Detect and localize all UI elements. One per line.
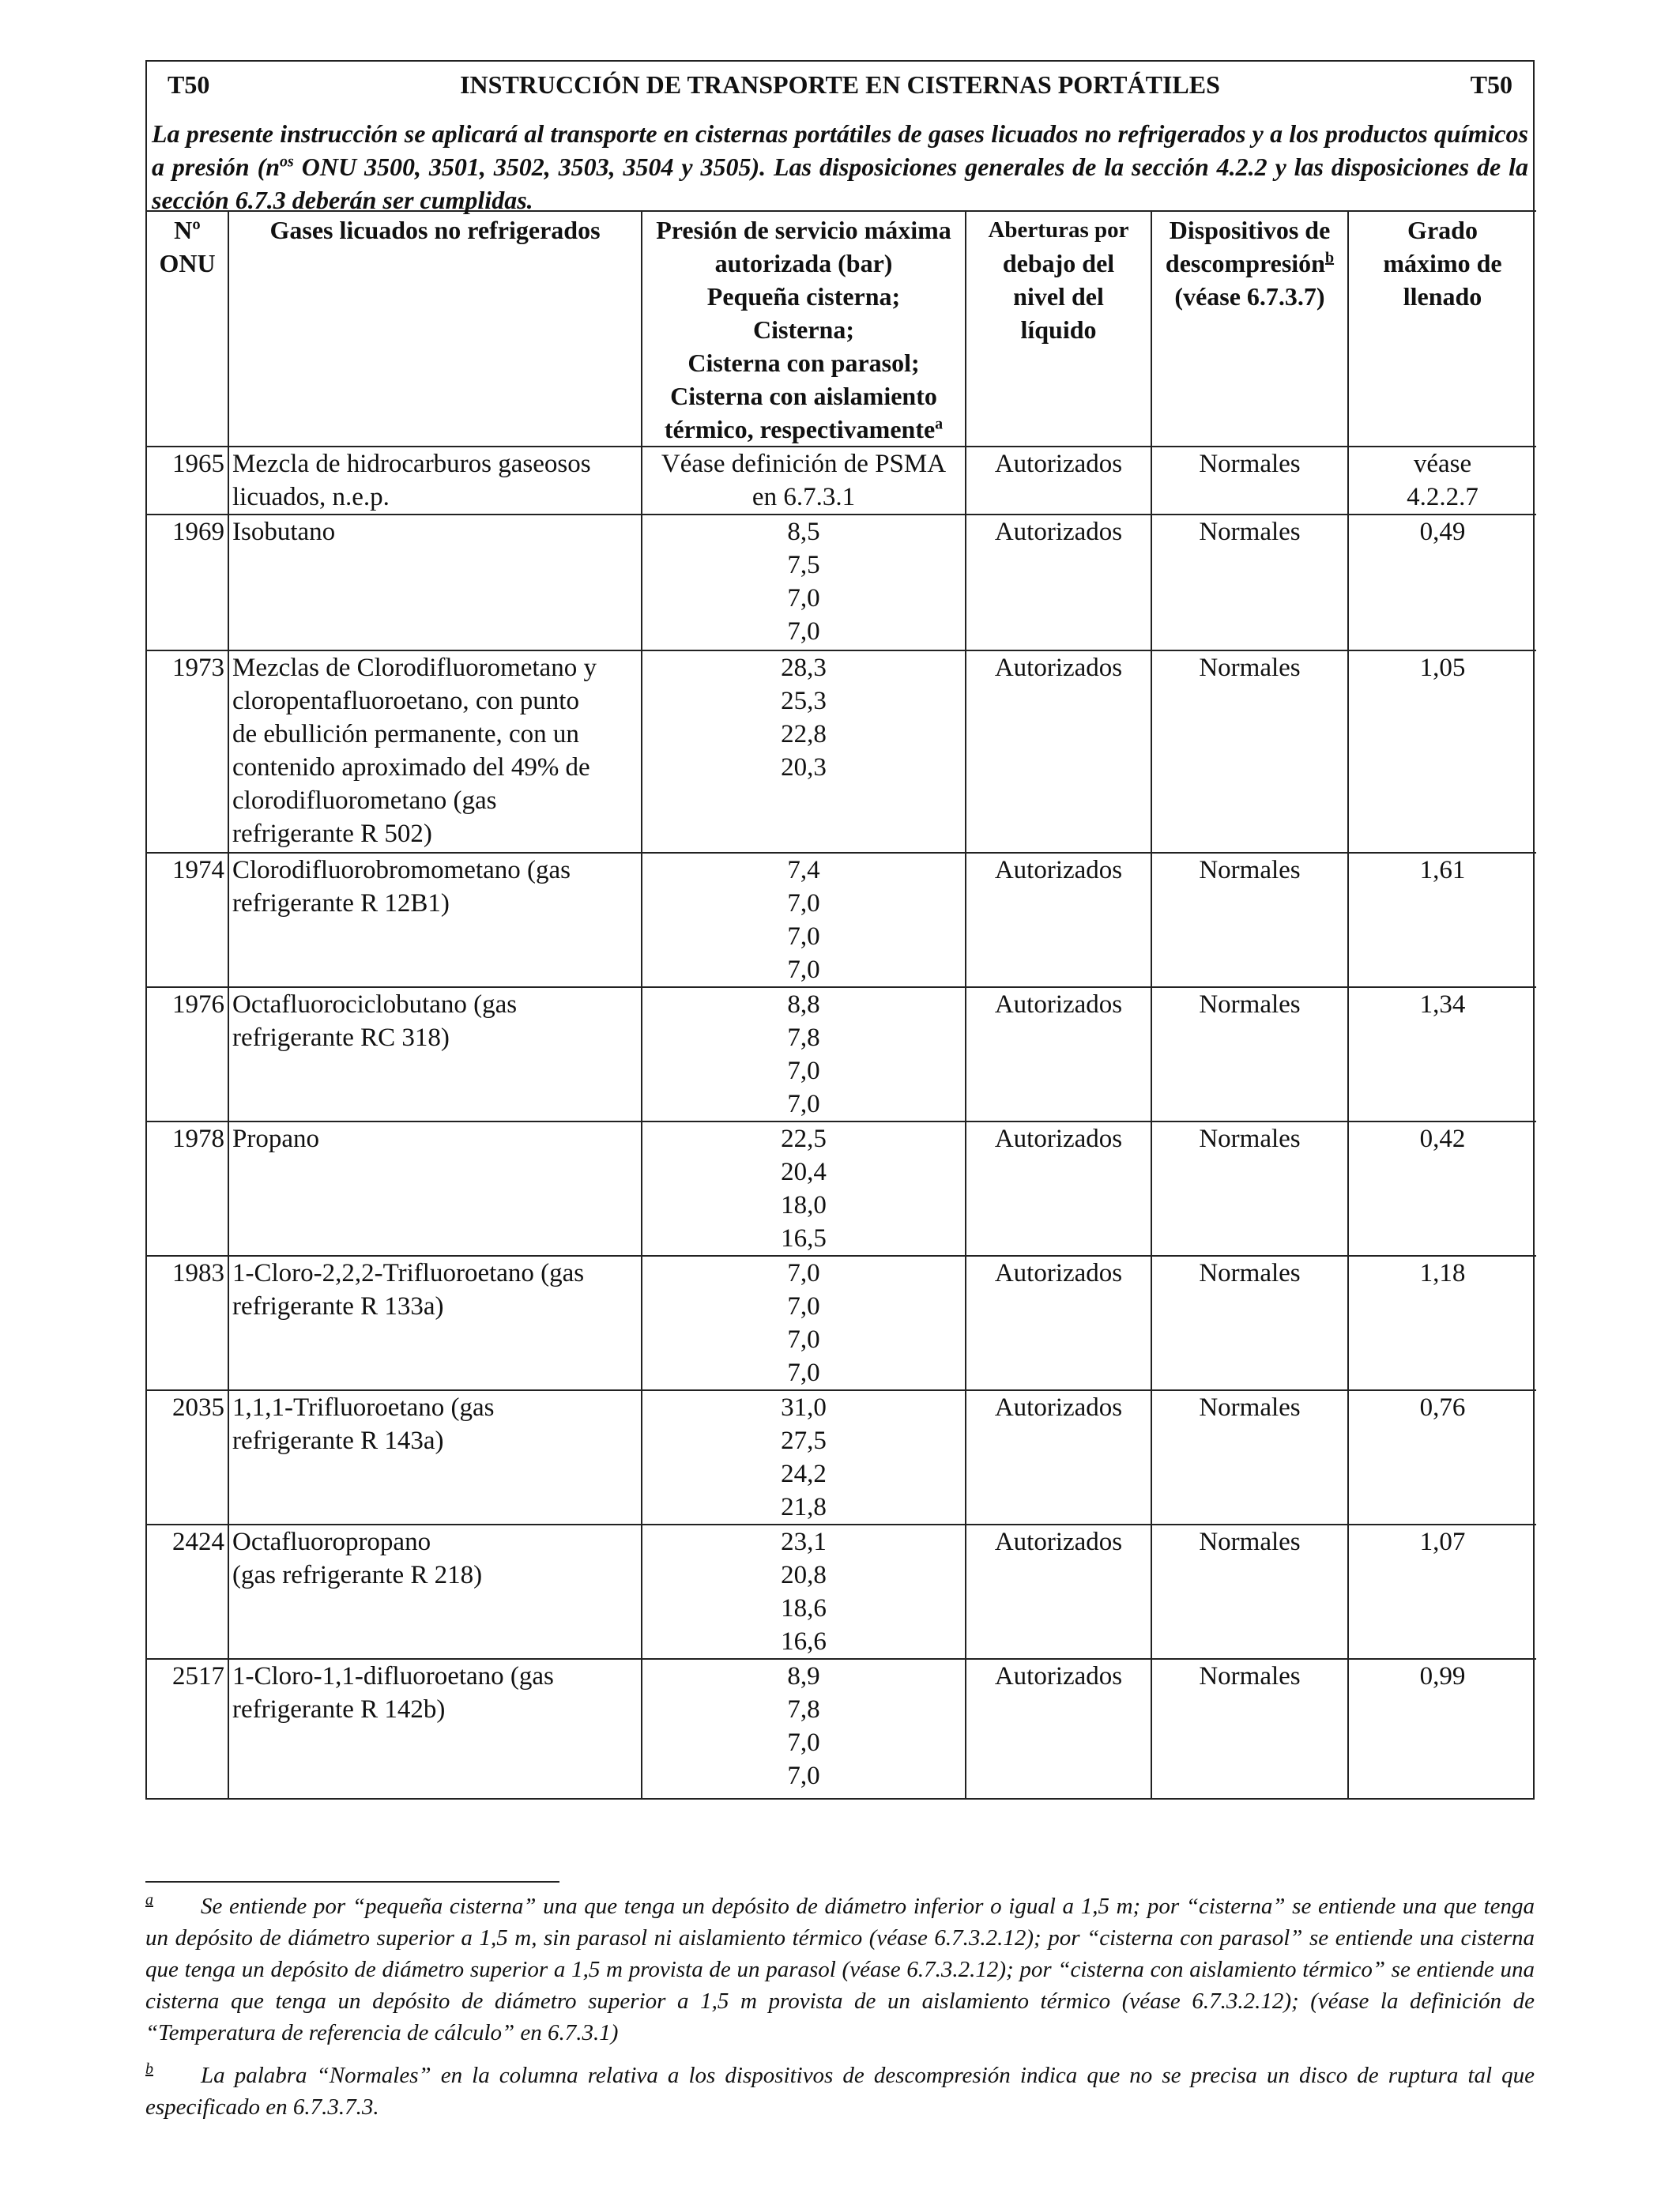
openings-value: Autorizados <box>966 515 1151 650</box>
gas-table <box>147 210 1536 1798</box>
table-row <box>147 1525 1536 1659</box>
table-row <box>147 1122 1536 1256</box>
table-row <box>147 1659 1536 1798</box>
fill-value: 0,49 <box>1348 515 1536 650</box>
openings-value: Autorizados <box>966 987 1151 1122</box>
table-row <box>147 447 1536 515</box>
relief-value: Normales <box>1151 515 1348 650</box>
relief-value: Normales <box>1151 1256 1348 1390</box>
fill-value: 1,18 <box>1348 1256 1536 1390</box>
header-relief: Dispositivos de descompresión$^b$ (véase 6.7.3.7) <box>1151 211 1348 447</box>
relief-value: Normales <box>1151 1390 1348 1525</box>
header-openings: Aberturas por debajo del nivel del líquido <box>966 211 1151 447</box>
table-row <box>147 515 1536 650</box>
relief-value: Normales <box>1151 987 1348 1122</box>
pressure-values: 8,9 7,8 7,0 7,0 <box>642 1659 966 1798</box>
openings-value: Autorizados <box>966 1525 1151 1659</box>
pressure-values: 23,1 20,8 18,6 16,6 <box>642 1525 966 1659</box>
relief-value: Normales <box>1151 1525 1348 1659</box>
relief-value: Normales <box>1151 1659 1348 1798</box>
onu-number: 2517 <box>147 1659 228 1798</box>
fill-value: 0,99 <box>1348 1659 1536 1798</box>
fill-value: 0,42 <box>1348 1122 1536 1256</box>
gas-name: 1-Cloro-1,1-difluoroetano (gas refrigerante R 142b) <box>228 1659 642 1798</box>
gas-name: Octafluorociclobutano (gas refrigerante RC 318) <box>228 987 642 1122</box>
openings-value: Autorizados <box>966 447 1151 515</box>
footnote-a: $^a$ Se entiende por “pequeña cisterna” una que tenga un depósito de diámetro inferior o igual a 1,5 m; por “cisterna” se entiende una que tenga un depósito de diámetro superior a 1,5 m, sin parasol ni aislamiento térmico (véase 6.7.3.2.12); por “cisterna con parasol” se entiende una cisterna que tenga un depósito de diámetro superior a 1,5 m provista de un parasol (véase 6.7.3.2.12); por “cisterna con aislamiento térmico” se entiende una cisterna que tenga un depósito de diámetro superior a 1,5 m provista de un aislamiento térmico (véase 6.7.3.2.12); (véase la definición de “Temperatura de referencia de cálculo” en 6.7.3.1) <box>145 1891 1535 2045</box>
relief-value: Normales <box>1151 853 1348 987</box>
gas-name: Octafluoropropano (gas refrigerante R 218) <box>228 1525 642 1659</box>
openings-value: Autorizados <box>966 1256 1151 1390</box>
fill-value: 1,05 <box>1348 650 1536 853</box>
pressure-values: 7,0 7,0 7,0 7,0 <box>642 1256 966 1390</box>
fill-value: véase 4.2.2.7 <box>1348 447 1536 515</box>
openings-value: Autorizados <box>966 1122 1151 1256</box>
onu-number: 1973 <box>147 650 228 853</box>
openings-value: Autorizados <box>966 1659 1151 1798</box>
fill-value: 1,07 <box>1348 1525 1536 1659</box>
header-gas: Gases licuados no refrigerados <box>228 211 642 447</box>
footnote-b: $^b$ La palabra “Normales” en la columna relativa a los dispositivos de descompresión indica que no se precisa un disco de ruptura tal que especificado en 6.7.3.7.3. <box>145 2060 1535 2120</box>
header-onu: Nº ONU <box>147 211 228 447</box>
title-bar <box>147 62 1533 104</box>
gas-name: Mezcla de hidrocarburos gaseosos licuados, n.e.p. <box>228 447 642 515</box>
onu-number: 1978 <box>147 1122 228 1256</box>
fill-value: 0,76 <box>1348 1390 1536 1525</box>
gas-name: Isobutano <box>228 515 642 650</box>
pressure-values: 28,3 25,3 22,8 20,3 <box>642 650 966 853</box>
pressure-values: Véase definición de PSMA en 6.7.3.1 <box>642 447 966 515</box>
pressure-values: 7,4 7,0 7,0 7,0 <box>642 853 966 987</box>
footnote-rule <box>145 1881 559 1883</box>
gas-name: Clorodifluorobromometano (gas refrigerante R 12B1) <box>228 853 642 987</box>
onu-number: 1969 <box>147 515 228 650</box>
relief-value: Normales <box>1151 447 1348 515</box>
footnotes <box>145 1891 1535 2134</box>
relief-value: Normales <box>1151 650 1348 853</box>
header-fill: Grado máximo de llenado <box>1348 211 1536 447</box>
onu-number: 1983 <box>147 1256 228 1390</box>
table-row <box>147 650 1536 853</box>
table-row <box>147 1390 1536 1525</box>
pressure-values: 31,0 27,5 24,2 21,8 <box>642 1390 966 1525</box>
page-title: INSTRUCCIÓN DE TRANSPORTE EN CISTERNAS PORTÁTILES <box>460 70 1220 99</box>
table-row <box>147 987 1536 1122</box>
gas-name: Propano <box>228 1122 642 1256</box>
gas-name: 1,1,1-Trifluoroetano (gas refrigerante R 143a) <box>228 1390 642 1525</box>
onu-number: 1976 <box>147 987 228 1122</box>
pressure-values: 8,8 7,8 7,0 7,0 <box>642 987 966 1122</box>
intro-text-a: La presente instrucción se aplicará al transporte en cisternas portátiles de gases licuados no refrigerados y a los productos químicos a presión (n <box>152 119 1528 181</box>
pressure-values: 22,5 20,4 18,0 16,5 <box>642 1122 966 1256</box>
pressure-values: 8,5 7,5 7,0 7,0 <box>642 515 966 650</box>
fill-value: 1,61 <box>1348 853 1536 987</box>
table-header-row <box>147 211 1536 447</box>
code-right: T50 <box>1470 70 1512 99</box>
onu-number: 2424 <box>147 1525 228 1659</box>
gas-name: 1-Cloro-2,2,2-Trifluoroetano (gas refrigerante R 133a) <box>228 1256 642 1390</box>
instruction-frame <box>145 60 1535 1800</box>
table-row <box>147 853 1536 987</box>
onu-number: 1965 <box>147 447 228 515</box>
intro-text-b: ONU 3500, 3501, 3502, 3503, 3504 y 3505). Las disposiciones generales de la sección 4.2.2 y las disposiciones de la sección 6.7.3 deberán ser cumplidas. <box>152 153 1529 214</box>
openings-value: Autorizados <box>966 650 1151 853</box>
onu-number: 2035 <box>147 1390 228 1525</box>
table-row <box>147 1256 1536 1390</box>
intro-paragraph <box>147 104 1533 214</box>
openings-value: Autorizados <box>966 853 1151 987</box>
intro-sup: os <box>280 153 294 171</box>
openings-value: Autorizados <box>966 1390 1151 1525</box>
code-left: T50 <box>168 70 210 99</box>
relief-value: Normales <box>1151 1122 1348 1256</box>
gas-name: Mezclas de Clorodifluorometano y cloropentafluoroetano, con punto de ebullición permanente, con un contenido aproximado del 49% de clorodifluorometano (gas refrigerante R 502) <box>228 650 642 853</box>
fill-value: 1,34 <box>1348 987 1536 1122</box>
header-pressure: Presión de servicio máxima autorizada (bar) Pequeña cisterna; Cisterna; Cisterna con parasol; Cisterna con aislamiento térmico, respectivamente$^a$ <box>642 211 966 447</box>
onu-number: 1974 <box>147 853 228 987</box>
